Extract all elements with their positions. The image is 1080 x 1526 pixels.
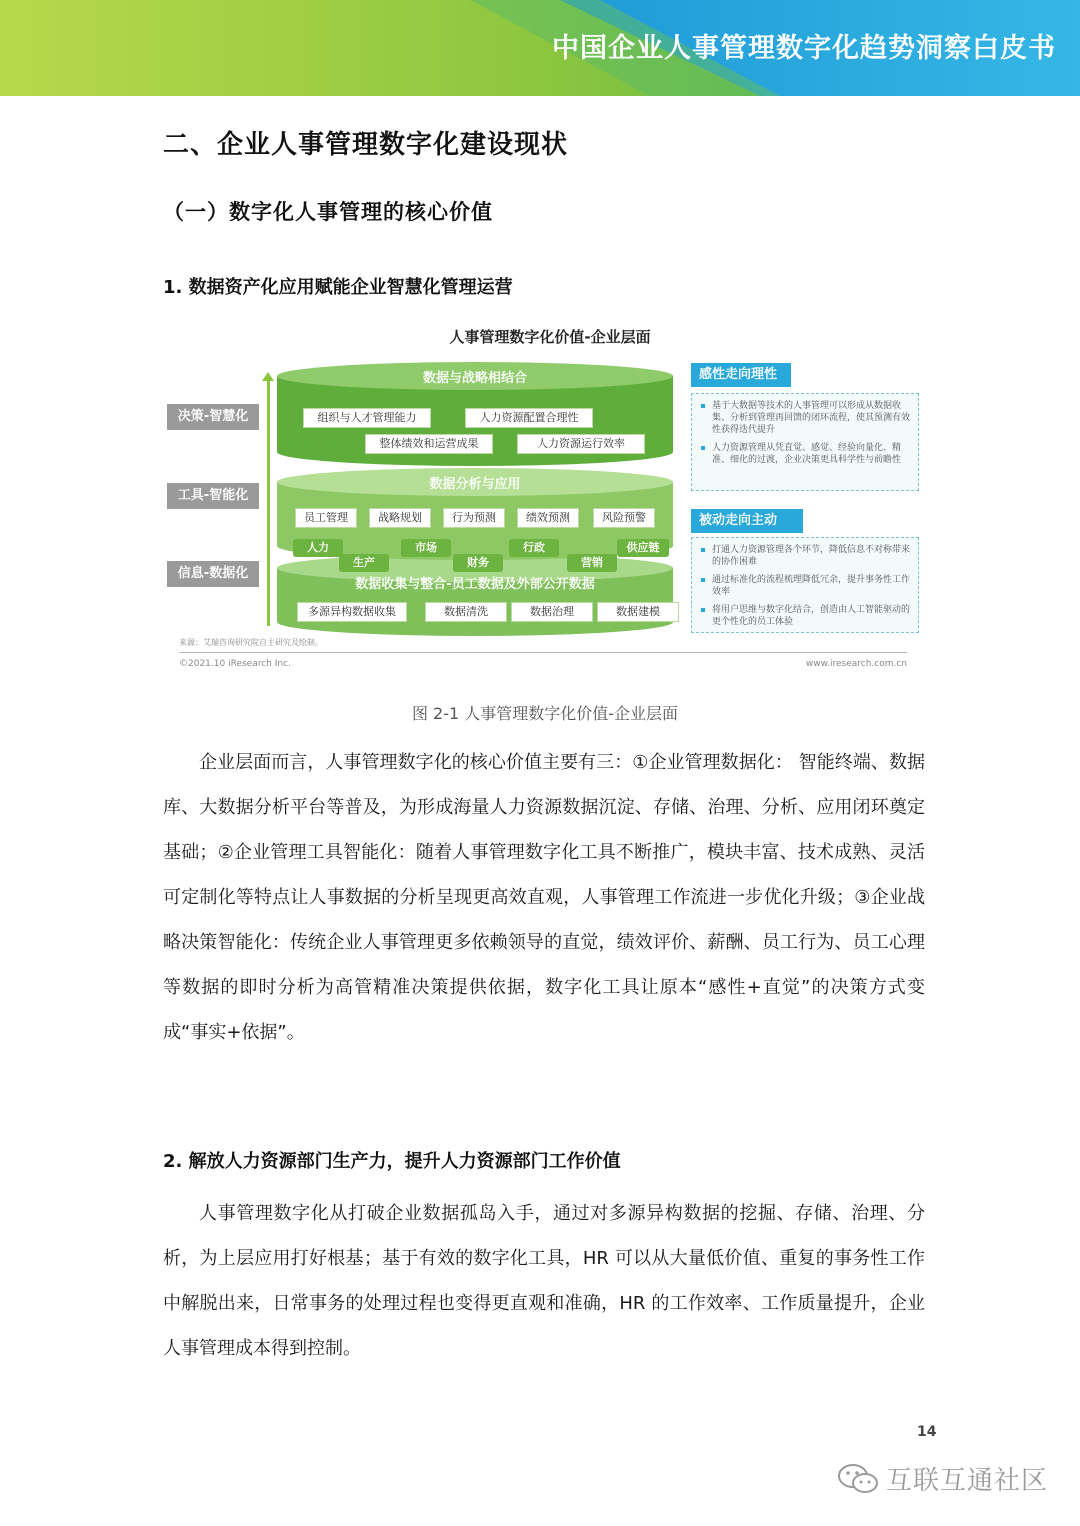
figure-divider — [179, 652, 907, 653]
topic-heading-2: 2. 解放人力资源部门生产力，提升人力资源部门工作价值 — [163, 1151, 621, 1172]
chip-cleaning: 数据清洗 — [425, 602, 507, 622]
chip-behavior-prediction: 行为预测 — [443, 508, 505, 528]
figure-copyright: ©2021.10 iResearch Inc. — [179, 659, 291, 669]
middle-tier-label: 数据分析与应用 — [429, 477, 521, 492]
topic-heading-1: 1. 数据资产化应用赋能企业智慧化管理运营 — [163, 277, 513, 298]
figure-2-1 — [165, 318, 915, 676]
section-heading: 二、企业人事管理数字化建设现状 — [163, 130, 569, 160]
panel-b-item: 打通人力资源管理各个环节，降低信息不对称带来的协作困难 — [700, 544, 912, 568]
subsection-heading: （一）数字化人事管理的核心价值 — [163, 200, 493, 224]
top-tier-label: 数据与战略相结合 — [422, 371, 527, 386]
figure-url: www.iresearch.com.cn — [805, 659, 907, 669]
panel-a-head: 感性走向理性 — [691, 363, 791, 387]
flow-tag-marketing: 营销 — [567, 554, 617, 572]
side-tag-decision: 决策-智慧化 — [167, 404, 259, 430]
body-paragraph-1: 企业层面而言，人事管理数字化的核心价值主要有三：①企业管理数据化： 智能终端、数据库、大数据分析平台等普及，为形成海量人力资源数据沉淀、存储、治理、分析、应用闭环奠定基础；②企业管理工具智能化：随着人事管理数字化工具不断推广，模块丰富、技术成熟、灵活可定制化等特点让人事数据的分析呈现更高效直观，人事管理工作流进一步优化升级；③企业战略决策智能化：传统企业人事管理更多依赖领导的直觉，绩效评价、薪酬、员工行为、员工心理等数据的即时分析为高管精准决策提供依据，数字化工具让原本“感性+直觉”的决策方式变成“事实+依据”。 — [163, 752, 925, 1043]
up-arrow-icon — [267, 380, 270, 626]
watermark — [836, 1460, 1048, 1497]
panel-b-item: 通过标准化的流程梳理降低冗余，提升事务性工作效率 — [700, 574, 912, 598]
panel-a-item: 人力资源管理从凭直觉、感觉、经验向量化、精准、细化的过渡，企业决策更具科学性与前瞻性 — [700, 442, 912, 466]
side-tag-data: 信息-数据化 — [167, 561, 259, 587]
chip-employee-mgmt: 员工管理 — [295, 508, 357, 528]
watermark-text: 互联互通社区 — [886, 1466, 1049, 1496]
flow-tag-finance: 财务 — [453, 554, 503, 572]
flow-tag-supply-chain: 供应链 — [617, 539, 669, 557]
chip-hr-efficiency: 人力资源运行效率 — [517, 434, 645, 454]
figure-title: 人事管理数字化价值-企业层面 — [449, 328, 651, 346]
panel-a-item: 基于大数据等技术的人事管理可以形成从数据收集、分析到管理再回馈的闭环流程，使其预测有效性获得迭代提升 — [700, 400, 912, 436]
side-tag-tools: 工具-智能化 — [167, 483, 259, 509]
flow-tag-hr: 人力 — [293, 539, 343, 557]
panel-b-item: 将用户思维与数字化结合，创造由人工智能驱动的更个性化的员工体验 — [700, 604, 912, 628]
chip-governance: 数据治理 — [511, 602, 593, 622]
chip-hr-allocation: 人力资源配置合理性 — [465, 408, 593, 428]
chip-strategy: 战略规划 — [369, 508, 431, 528]
chip-performance-prediction: 绩效预测 — [517, 508, 579, 528]
chip-org-talent: 组织与人才管理能力 — [303, 408, 431, 428]
wechat-icon — [836, 1461, 880, 1497]
flow-tag-production: 生产 — [339, 554, 389, 572]
panel-a — [691, 393, 919, 491]
chip-modeling: 数据建模 — [597, 602, 679, 622]
figure-source: 来源：艾瑞咨询研究院自主研究及绘制。 — [179, 638, 323, 647]
flow-tag-admin: 行政 — [509, 539, 559, 557]
chip-risk-alert: 风险预警 — [593, 508, 655, 528]
flow-tag-market: 市场 — [401, 539, 451, 557]
header-banner — [0, 0, 1080, 96]
bottom-tier-label: 数据收集与整合-员工数据及外部公开数据 — [355, 577, 595, 592]
top-tier — [277, 362, 673, 466]
document-title: 中国企业人事管理数字化趋势洞察白皮书 — [552, 33, 1056, 64]
chip-multi-source: 多源异构数据收集 — [297, 602, 407, 622]
chip-performance-ops: 整体绩效和运营成果 — [365, 434, 493, 454]
figure-caption: 图 2-1 人事管理数字化价值-企业层面 — [411, 704, 679, 723]
page-number: 14 — [917, 1424, 937, 1440]
body-paragraph-2: 人事管理数字化从打破企业数据孤岛入手，通过对多源异构数据的挖掘、存储、治理、分析，为上层应用打好根基；基于有效的数字化工具，HR 可以从大量低价值、重复的事务性工作中解脱出来，日常事务的处理过程也变得更直观和准确，HR 的工作效率、工作质量提升，企业人事管理成本得到控制。 — [163, 1203, 925, 1359]
panel-b — [691, 537, 919, 633]
panel-b-head: 被动走向主动 — [691, 509, 803, 533]
